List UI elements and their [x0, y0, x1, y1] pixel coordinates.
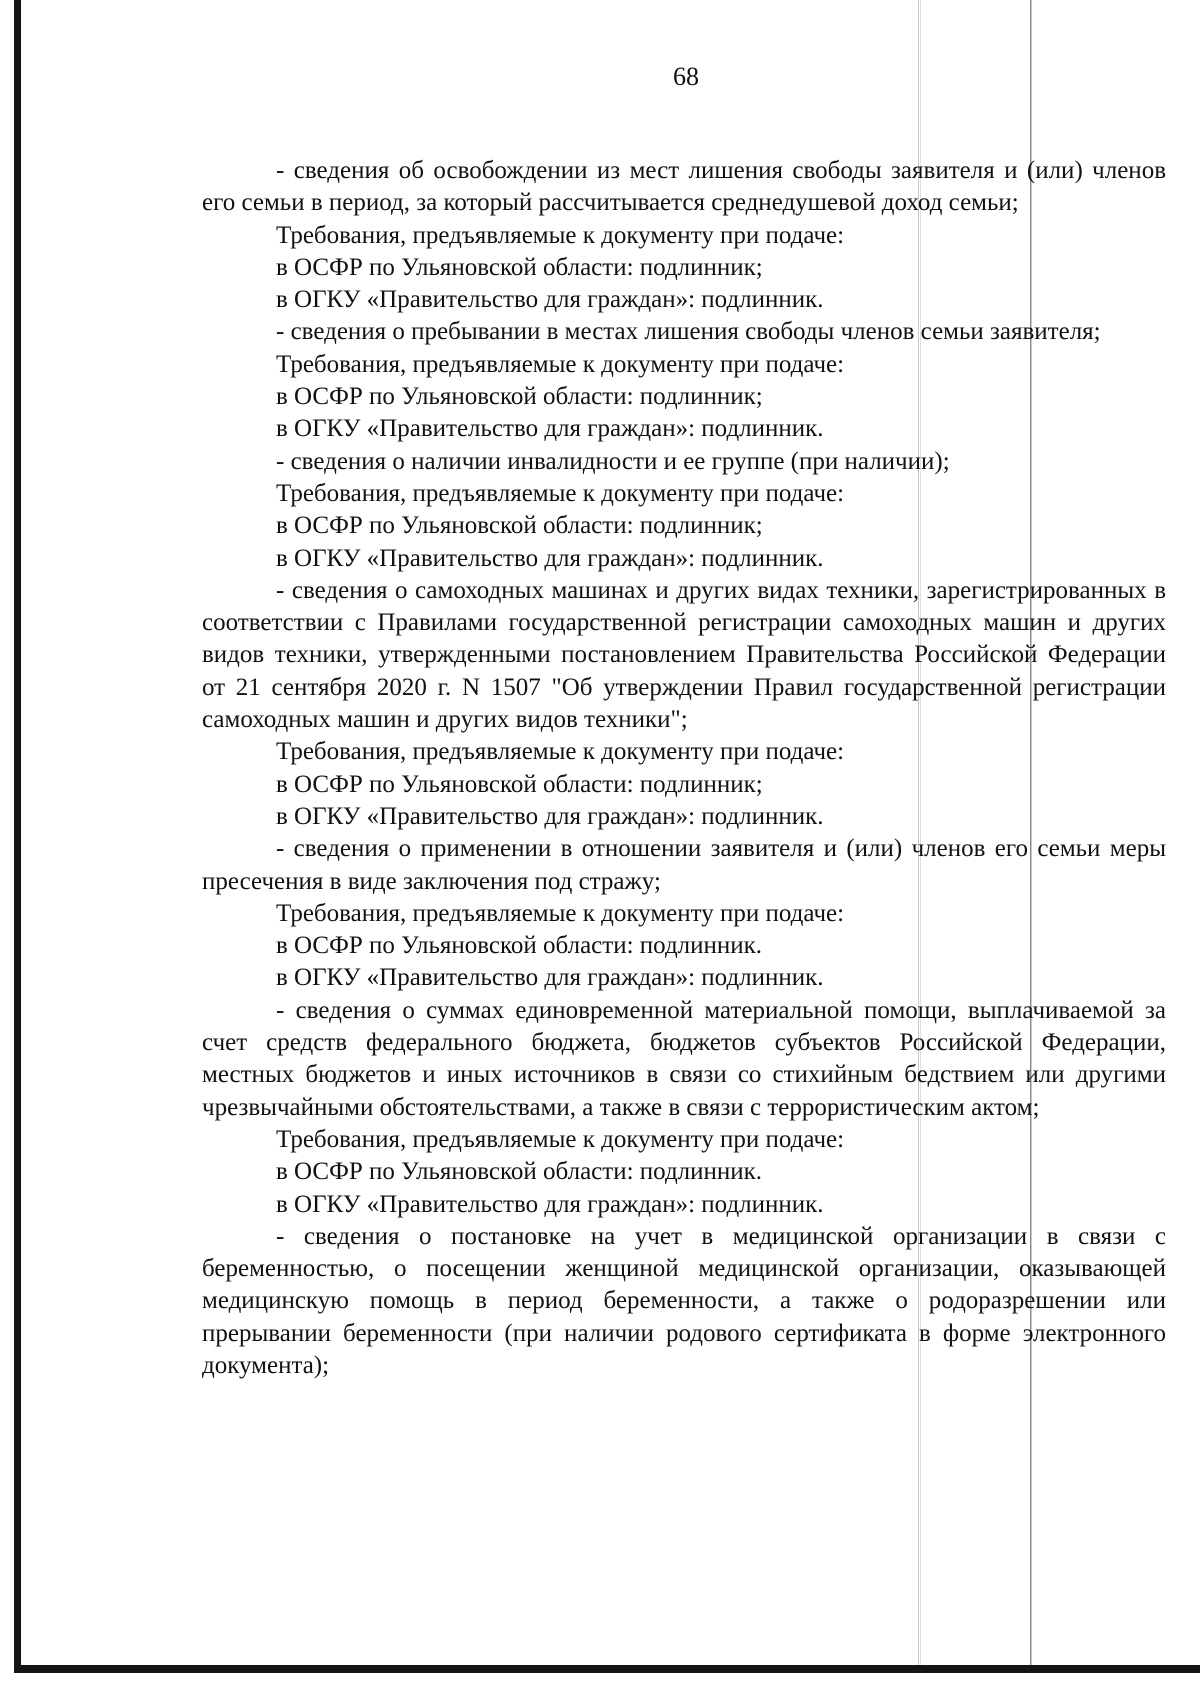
requirement-line: в ОГКУ «Правительство для граждан»: подлинник.: [276, 415, 824, 443]
requirement-line: Требования, предъявляемые к документу при подаче:: [276, 1125, 845, 1153]
list-item-paragraph: - сведения о наличии инвалидности и ее группе (при наличии);: [276, 447, 950, 475]
requirement-line: в ОГКУ «Правительство для граждан»: подлинник.: [276, 544, 824, 572]
requirement-line: в ОСФР по Ульяновской области: подлинник;: [276, 770, 763, 798]
requirement-line: Требования, предъявляемые к документу при подаче:: [276, 899, 845, 927]
document-body: [202, 155, 1166, 1382]
requirement-line: Требования, предъявляемые к документу при подаче:: [276, 479, 845, 507]
page-number: 68: [673, 62, 699, 91]
requirement-line: в ОСФР по Ульяновской области: подлинник;: [276, 383, 763, 411]
requirement-line: Требования, предъявляемые к документу при подаче:: [276, 221, 845, 249]
list-item-paragraph: - сведения об освобождении из мест лишения свободы заявителя и (или) членов его семьи в период, за который рассчитывается среднедушевой доход семьи;: [202, 157, 1166, 217]
requirement-line: в ОСФР по Ульяновской области: подлинник.: [276, 1158, 763, 1186]
list-item-paragraph: - сведения о пребывании в местах лишения свободы членов семьи заявителя;: [276, 318, 1101, 346]
list-item-paragraph: - сведения о постановке на учет в медицинской организации в связи с беременностью, о посещении женщиной медицинской организации, оказывающей медицинскую помощь в период беременности, а также о родоразрешении или прерывании беременности (при наличии родового сертификата в форме электронного документа);: [202, 1222, 1166, 1379]
scan-border-left: [14, 0, 21, 1672]
requirement-line: в ОСФР по Ульяновской области: подлинник;: [276, 512, 763, 540]
requirement-line: в ОСФР по Ульяновской области: подлинник;: [276, 253, 763, 281]
requirement-line: Требования, предъявляемые к документу при подаче:: [276, 350, 845, 378]
requirement-line: в ОГКУ «Правительство для граждан»: подлинник.: [276, 286, 824, 314]
scan-border-bottom: [14, 1665, 1200, 1673]
requirement-line: в ОГКУ «Правительство для граждан»: подлинник.: [276, 1190, 824, 1218]
list-item-paragraph: - сведения о суммах единовременной материальной помощи, выплачиваемой за счет средств федерального бюджета, бюджетов субъектов Российской Федерации, местных бюджетов и иных источников в связи со стихийным бедствием или другими чрезвычайными обстоятельствами, а также в связи с террористическим актом;: [202, 996, 1166, 1121]
requirement-line: в ОСФР по Ульяновской области: подлинник.: [276, 932, 763, 960]
list-item-paragraph: - сведения о самоходных машинах и других видах техники, зарегистрированных в соответствии с Правилами государственной регистрации самоходных машин и других видов техники, утвержденными постановлением Правительства Российской Федерации от 21 сентября 2020 г. N 1507 "Об утверждении Правил государственной регистрации самоходных машин и других видов техники";: [202, 576, 1166, 734]
requirement-line: в ОГКУ «Правительство для граждан»: подлинник.: [276, 802, 824, 830]
requirement-line: в ОГКУ «Правительство для граждан»: подлинник.: [276, 964, 824, 992]
list-item-paragraph: - сведения о применении в отношении заявителя и (или) членов его семьи меры пресечения в виде заключения под стражу;: [202, 835, 1166, 895]
requirement-line: Требования, предъявляемые к документу при подаче:: [276, 738, 845, 766]
